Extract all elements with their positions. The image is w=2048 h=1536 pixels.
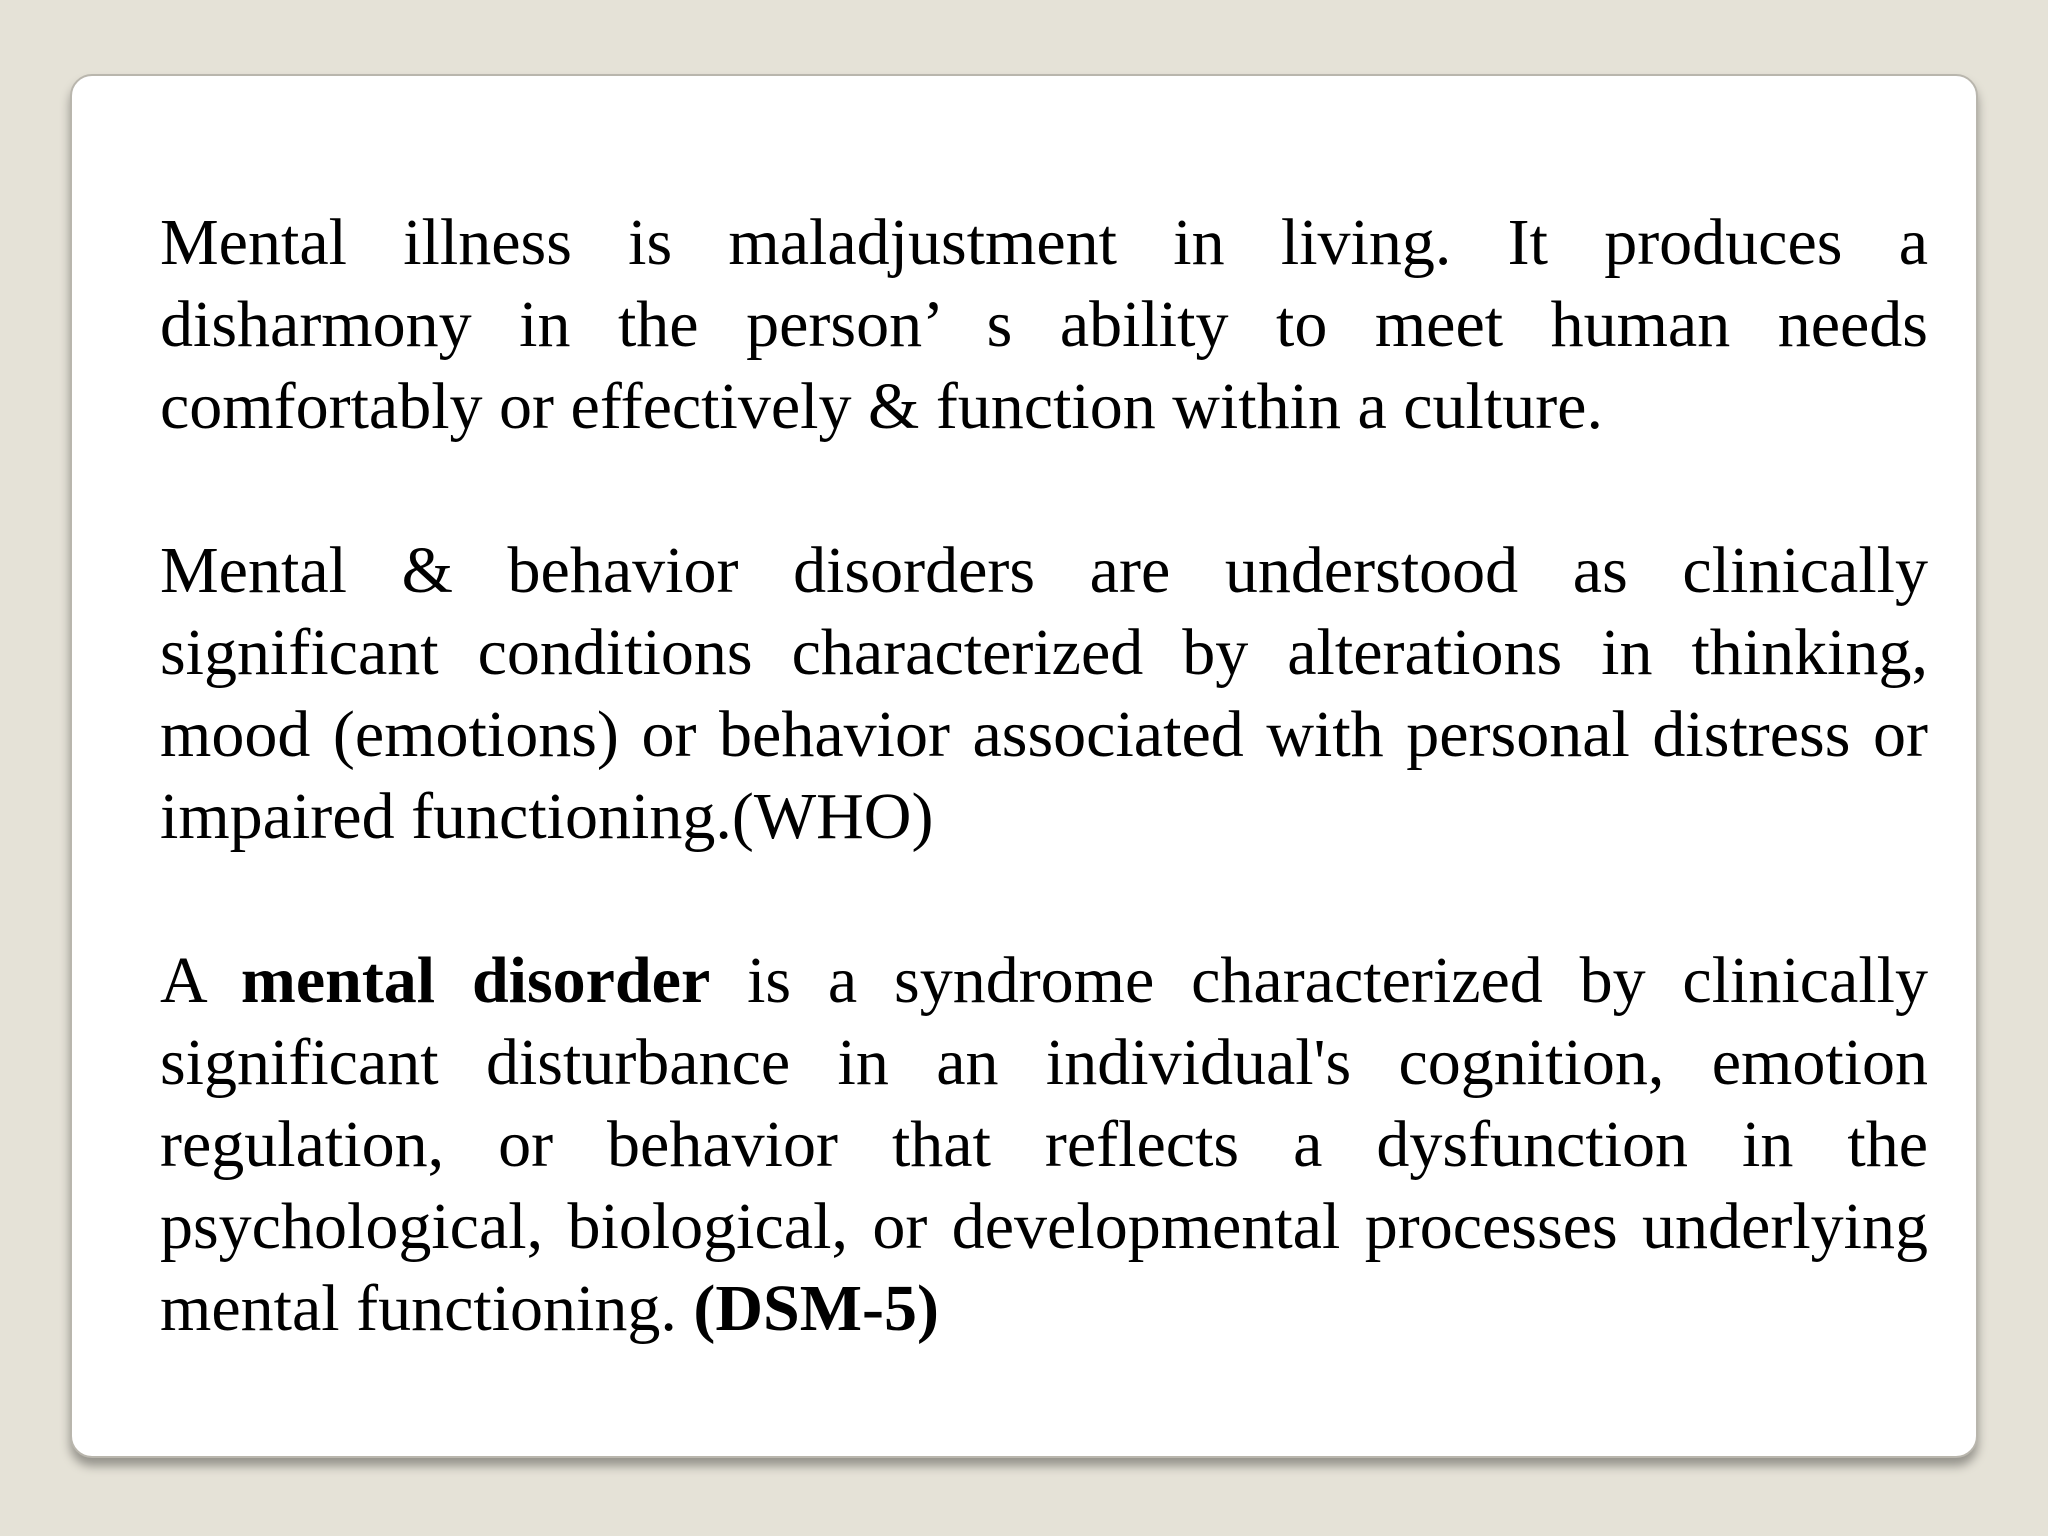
paragraph-who-definition: Mental & behavior disorders are understood as clinically significant conditions characterized by alterations in thinking, mood (emotions) or behavior associated with personal distress or impaired functioning.(WHO) bbox=[160, 534, 1928, 853]
paragraph-mental-illness: Mental illness is maladjustment in living. It produces a disharmony in the person’ s ability to meet human needs comfortably or effectively & function within a culture. bbox=[160, 206, 1928, 443]
paragraph-body: is a syndrome characterized by clinically significant disturbance in an individual's cognition, emotion regulation, or behavior that reflects a dysfunction in the psychological, biological, or developmental processes underlying mental functioning. bbox=[160, 944, 1928, 1345]
paragraph-prefix: A bbox=[160, 944, 205, 1017]
slide-content bbox=[160, 202, 1928, 1350]
slide-card bbox=[70, 74, 1978, 1458]
citation-dsm5: (DSM-5) bbox=[693, 1272, 939, 1345]
paragraph-dsm5-definition bbox=[160, 940, 1928, 1350]
bold-term: mental disorder bbox=[240, 944, 711, 1017]
